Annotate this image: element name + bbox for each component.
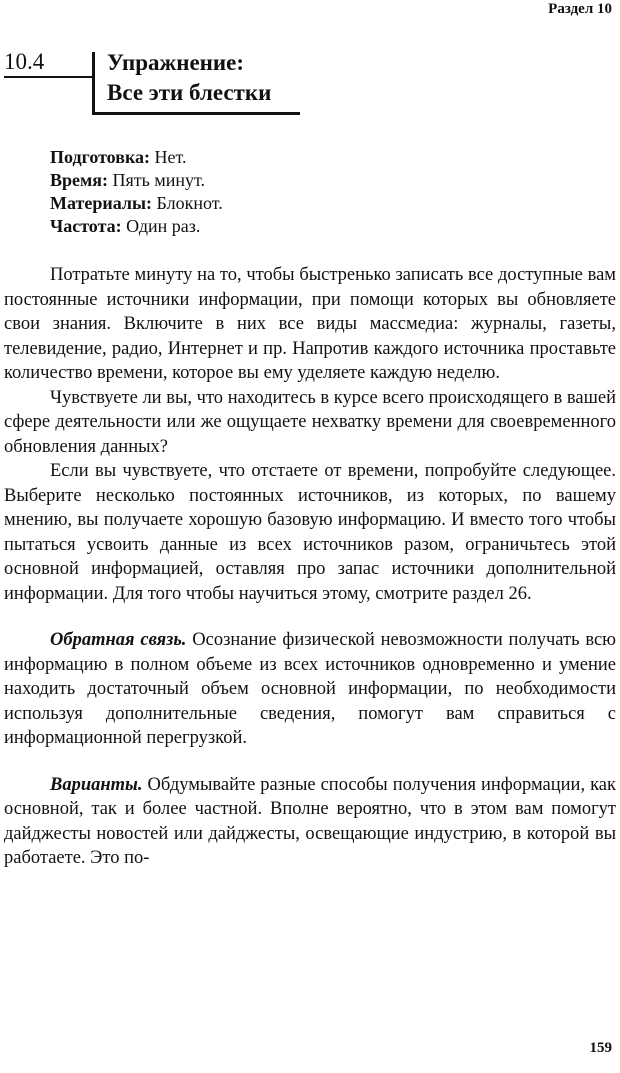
- meta-preparation-value: Нет.: [150, 147, 187, 167]
- paragraph-variants: [4, 773, 616, 871]
- exercise-heading-divider: [92, 52, 95, 114]
- body-text: [4, 263, 616, 871]
- exercise-title-line1: Упражнение:: [107, 50, 245, 75]
- paragraph-question: Чувствуете ли вы, что находитесь в курсе всего происходящего в вашей сфере деятельности или же ощущаете нехватку времени для своевременного обновления данных?: [4, 387, 616, 457]
- feedback-label: Обратная связь.: [50, 630, 187, 650]
- feedback-text: Осознание физической невозможности получать всю информацию в полном объеме из всех источников одновременно и умение находить достаточный объем основной информации, по необходимости используя дополнительные сведения, помогут вам справиться с информационной перегрузкой.: [4, 630, 616, 748]
- paragraph-feedback: [4, 628, 616, 751]
- meta-frequency-label: Частота:: [50, 216, 122, 236]
- exercise-meta: [50, 146, 223, 238]
- meta-time-label: Время:: [50, 170, 108, 190]
- variants-text: Обдумывайте разные способы получения информации, как основной, так и более частной. Вполне вероятно, что в этом вам помогут дайджесты новостей или дайджесты, освещающие индустрию, в которой вы работаете. Это по-: [4, 774, 616, 868]
- meta-frequency: [50, 215, 223, 238]
- section-label: Раздел 10: [548, 1, 612, 17]
- paragraph-advice: Если вы чувствуете, что отстаете от времени, попробуйте следующее. Выберите несколько постоянных источников, из которых, по вашему мнению, вы получаете хорошую базовую информацию. И вместо того чтобы пытаться усвоить данные из всех источников разом, ограничьтесь этой основной информацией, оставляя про запас источники дополнительной информации. Для того чтобы научиться этому, смотрите раздел 26.: [4, 461, 616, 604]
- paragraph-instructions: Потратьте минуту на то, чтобы быстренько записать все доступные вам постоянные источники информации, при помощи которых вы обновляете свои знания. Включите в них все виды массмедиа: журналы, газеты, телевидение, радио, Интернет и пр. Напротив каждого источника проставьте количество времени, которое вы ему уделяете каждую неделю.: [4, 265, 616, 383]
- exercise-number: 10.4: [4, 49, 45, 74]
- variants-label: Варианты.: [50, 774, 143, 795]
- meta-time-value: Пять минут.: [108, 170, 206, 190]
- meta-preparation: [50, 146, 223, 169]
- page-number: 159: [589, 1040, 612, 1056]
- exercise-number-rule: [4, 76, 92, 78]
- meta-materials: [50, 192, 223, 215]
- meta-frequency-value: Один раз.: [121, 216, 201, 236]
- meta-materials-label: Материалы:: [50, 193, 153, 213]
- exercise-title-rule: [92, 112, 300, 115]
- meta-preparation-label: Подготовка:: [50, 147, 151, 167]
- meta-materials-value: Блокнот.: [152, 193, 223, 213]
- meta-time: [50, 169, 223, 192]
- exercise-title-line2: Все эти блестки: [107, 80, 272, 105]
